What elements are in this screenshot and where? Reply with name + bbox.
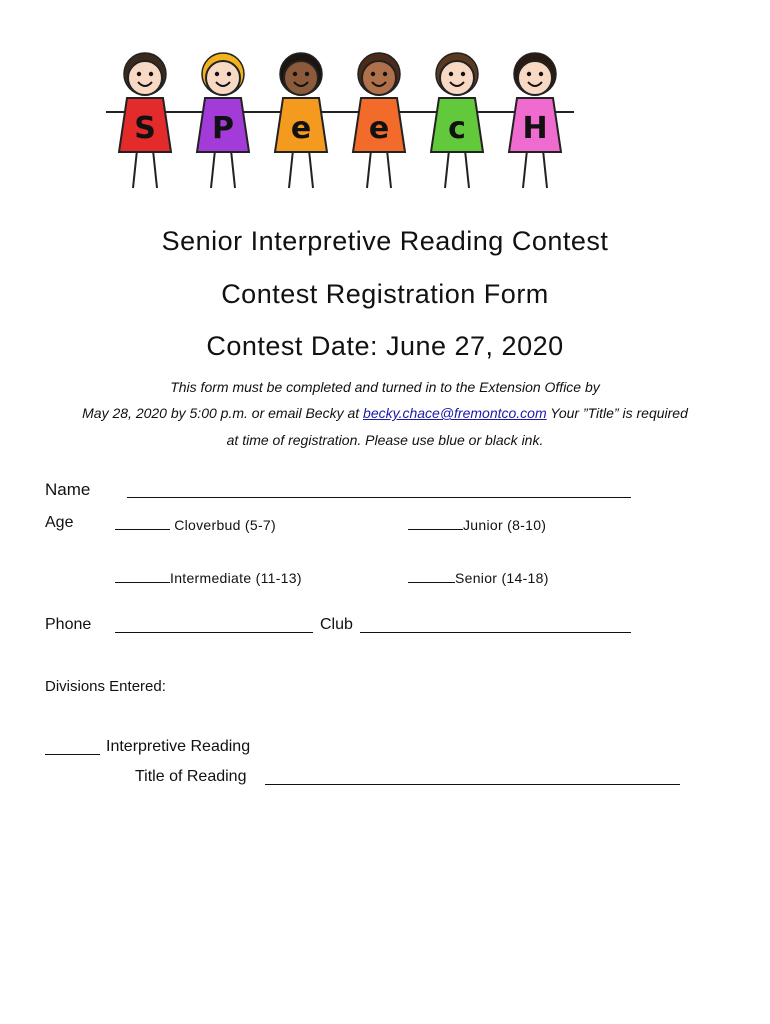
- age-option-senior[interactable]: [408, 568, 549, 586]
- kid-eye: [449, 72, 453, 76]
- email-link[interactable]: becky.chace@fremontco.com: [363, 405, 547, 421]
- kid-leg: [133, 150, 137, 188]
- club-label: Club: [320, 616, 353, 633]
- phone-label: Phone: [45, 616, 92, 633]
- kid-eye: [215, 72, 219, 76]
- kid-leg: [309, 150, 313, 188]
- kid-eye: [539, 72, 543, 76]
- kid-eye: [461, 72, 465, 76]
- contest-title: Senior Interpretive Reading Contest: [161, 226, 609, 256]
- senior-label: Senior (14-18): [455, 570, 549, 586]
- shirt-letter: c: [448, 111, 466, 146]
- kid-leg: [387, 150, 391, 188]
- age-option-cloverbud[interactable]: [115, 515, 276, 533]
- cloverbud-label: Cloverbud (5-7): [174, 517, 276, 533]
- kid-eye: [527, 72, 531, 76]
- shirt-letter: P: [212, 111, 234, 146]
- kid-eye: [293, 72, 297, 76]
- kid-head: [284, 61, 318, 95]
- kid-leg: [231, 150, 235, 188]
- kid-head: [128, 61, 162, 95]
- kid-eye: [227, 72, 231, 76]
- instructions-line-3: at time of registration. Please use blue or black ink.: [226, 432, 544, 448]
- instructions-line-2-start: May 28, 2020 by 5:00 p.m. or email Becky at: [82, 405, 364, 421]
- kid-leg: [289, 150, 293, 188]
- kid-head: [206, 61, 240, 95]
- instructions-line-2-end: Your ”Title” is required: [546, 405, 688, 421]
- instructions-line-1: This form must be completed and turned in to the Extension Office by: [170, 379, 600, 395]
- senior-blank[interactable]: [408, 568, 455, 583]
- form-title: Contest Registration Form: [221, 279, 549, 309]
- name-field-line[interactable]: [127, 497, 631, 498]
- divisions-label: Divisions Entered:: [45, 678, 166, 695]
- kid-head: [518, 61, 552, 95]
- kid-leg: [445, 150, 449, 188]
- kid-eye: [371, 72, 375, 76]
- cloverbud-blank[interactable]: [115, 515, 170, 530]
- shirt-letter: e: [368, 111, 390, 146]
- kid-leg: [523, 150, 527, 188]
- instructions-line-2: [0, 405, 770, 421]
- age-option-junior[interactable]: [408, 515, 546, 533]
- kid-leg: [211, 150, 215, 188]
- speech-kids-illustration: [100, 50, 600, 200]
- junior-blank[interactable]: [408, 515, 463, 530]
- kid-leg: [367, 150, 371, 188]
- kid-head: [440, 61, 474, 95]
- club-field-line[interactable]: [360, 632, 631, 633]
- kid-eye: [305, 72, 309, 76]
- intermediate-label: Intermediate (11-13): [170, 570, 302, 586]
- age-label: Age: [45, 514, 74, 531]
- division-interpretive-reading: Interpretive Reading: [106, 738, 251, 755]
- shirt-letter: e: [290, 111, 312, 146]
- phone-field-line[interactable]: [115, 632, 313, 633]
- age-option-intermediate[interactable]: [115, 568, 302, 586]
- kid-head: [362, 61, 396, 95]
- name-label: Name: [45, 480, 91, 499]
- title-of-reading-line[interactable]: [265, 784, 680, 785]
- kid-leg: [153, 150, 157, 188]
- kid-leg: [543, 150, 547, 188]
- title-of-reading-label: Title of Reading: [135, 768, 247, 785]
- shirt-letter: H: [522, 111, 548, 146]
- junior-label: Junior (8-10): [463, 517, 547, 533]
- contest-date: Contest Date: June 27, 2020: [206, 331, 564, 361]
- interpretive-reading-blank[interactable]: [45, 754, 100, 755]
- kid-eye: [137, 72, 141, 76]
- kid-leg: [465, 150, 469, 188]
- kid-eye: [149, 72, 153, 76]
- intermediate-blank[interactable]: [115, 568, 170, 583]
- kid-eye: [383, 72, 387, 76]
- shirt-letter: S: [134, 111, 156, 146]
